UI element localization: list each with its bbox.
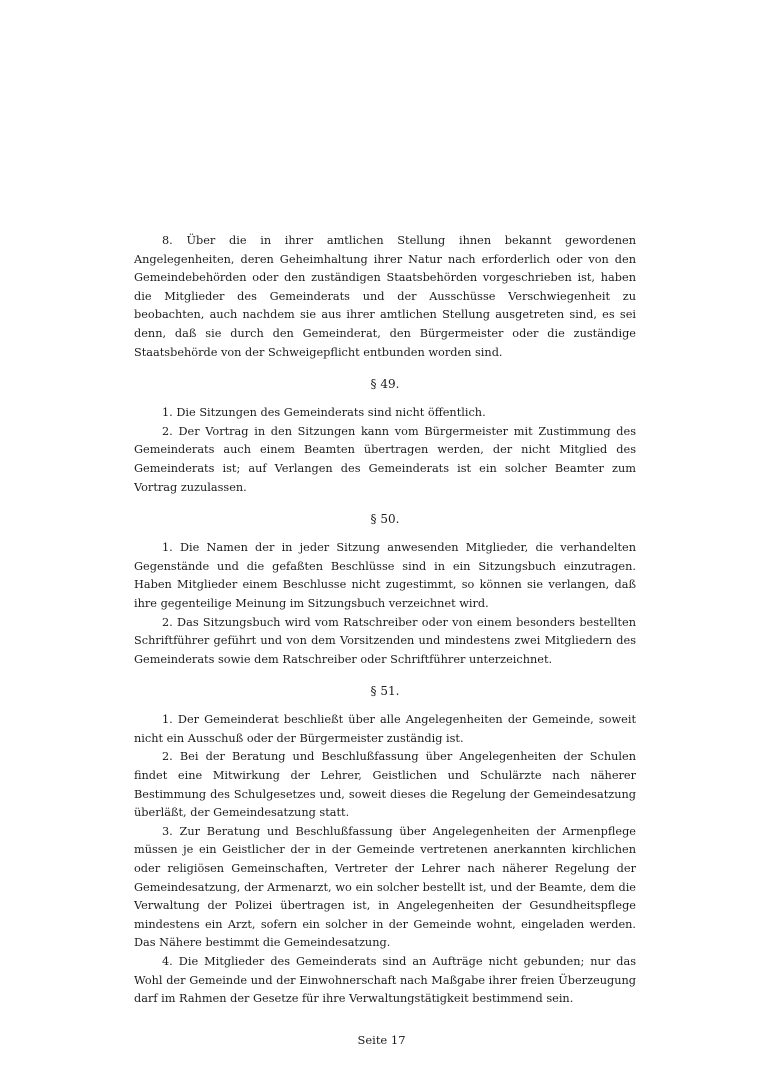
section-heading-50: § 50. bbox=[370, 512, 400, 527]
paragraph-50-1: 1. Die Namen der in jeder Sitzung anwesenden Mitglieder, die verhandelten Gegenstände und die gefaßten Beschlüsse sind in ein Sitzungsbuch einzutragen. Haben Mitglieder einem Beschlusse nicht zugestimmt, so können sie verlangen, daß ihre gegenteilige Meinung im Sitzungsbuch verzeichnet wird. bbox=[134, 541, 636, 610]
page-body bbox=[134, 232, 636, 1009]
paragraph-51-4: 4. Die Mitglieder des Gemeinderats sind an Aufträge nicht gebunden; nur das Wohl der Gemeinde und der Einwohnerschaft nach Maßgabe ihrer freien Überzeugung darf im Rahmen der Gesetze für ihre Verwaltungstätigkeit bestimmend sein. bbox=[134, 955, 636, 1006]
paragraph-49-1: 1. Die Sitzungen des Gemeinderats sind nicht öffentlich. bbox=[162, 406, 486, 420]
paragraph-50-2: 2. Das Sitzungsbuch wird vom Ratschreiber oder von einem besonders bestellten Schriftführer geführt und von dem Vorsitzenden und mindestens zwei Mitgliedern des Gemeinderats sowie dem Ratschreiber oder Schriftführer unterzeichnet. bbox=[134, 615, 636, 666]
paragraph-51-3: 3. Zur Beratung und Beschlußfassung über Angelegenheiten der Armenpflege müssen je ein Geistlicher der in der Gemeinde vertretenen anerkannten kirchlichen oder religiösen Gemeinschaften, Vertreter der Lehrer nach näherer Regelung der Gemeindesatzung, der Armenarzt, wo ein solcher bestellt ist, und der Beamte, dem die Verwaltung der Polizei übertragen ist, in Angelegenheiten der Gesundheitspflege mindestens ein Arzt, sofern ein solcher in der Gemeinde wohnt, eingeladen werden. Das Nähere bestimmt die Gemeindesatzung. bbox=[134, 824, 636, 950]
page-number: Seite 17 bbox=[357, 1033, 406, 1047]
paragraph-51-1: 1. Der Gemeinderat beschließt über alle Angelegenheiten der Gemeinde, soweit nicht ein Ausschuß oder der Bürgermeister zuständig ist. bbox=[134, 713, 636, 745]
paragraph-48-8: 8. Über die in ihrer amtlichen Stellung ihnen bekannt gewordenen Angelegenheiten, deren Geheimhaltung ihrer Natur nach erforderlich oder von den Gemeindebehörden oder den zuständigen Staatsbehörden vorgeschrieben ist, haben die Mitglieder des Gemeinderats und der Ausschüsse Verschwiegenheit zu beobachten, auch nachdem sie aus ihrer amtlichen Stellung ausgetreten sind, es sei denn, daß sie durch den Gemeinderat, den Bürgermeister oder die zuständige Staatsbehörde von der Schweigepflicht entbunden worden sind. bbox=[134, 234, 636, 359]
paragraph-51-2: 2. Bei der Beratung und Beschlußfassung über Angelegenheiten der Schulen findet eine Mitwirkung der Lehrer, Geistlichen und Schulärzte nach näherer Bestimmung des Schulgesetzes und, soweit dieses die Regelung der Gemeindesatzung überläßt, der Gemeindesatzung statt. bbox=[134, 750, 636, 820]
section-heading-49: § 49. bbox=[370, 377, 400, 392]
section-heading-51: § 51. bbox=[370, 684, 400, 699]
paragraph-49-2: 2. Der Vortrag in den Sitzungen kann vom Bürgermeister mit Zustimmung des Gemeinderats auch einem Beamten übertragen werden, der nicht Mitglied des Gemeinderats ist; auf Verlangen des Gemeinderats ist ein solcher Beamter zum Vortrag zuzulassen. bbox=[134, 424, 636, 494]
